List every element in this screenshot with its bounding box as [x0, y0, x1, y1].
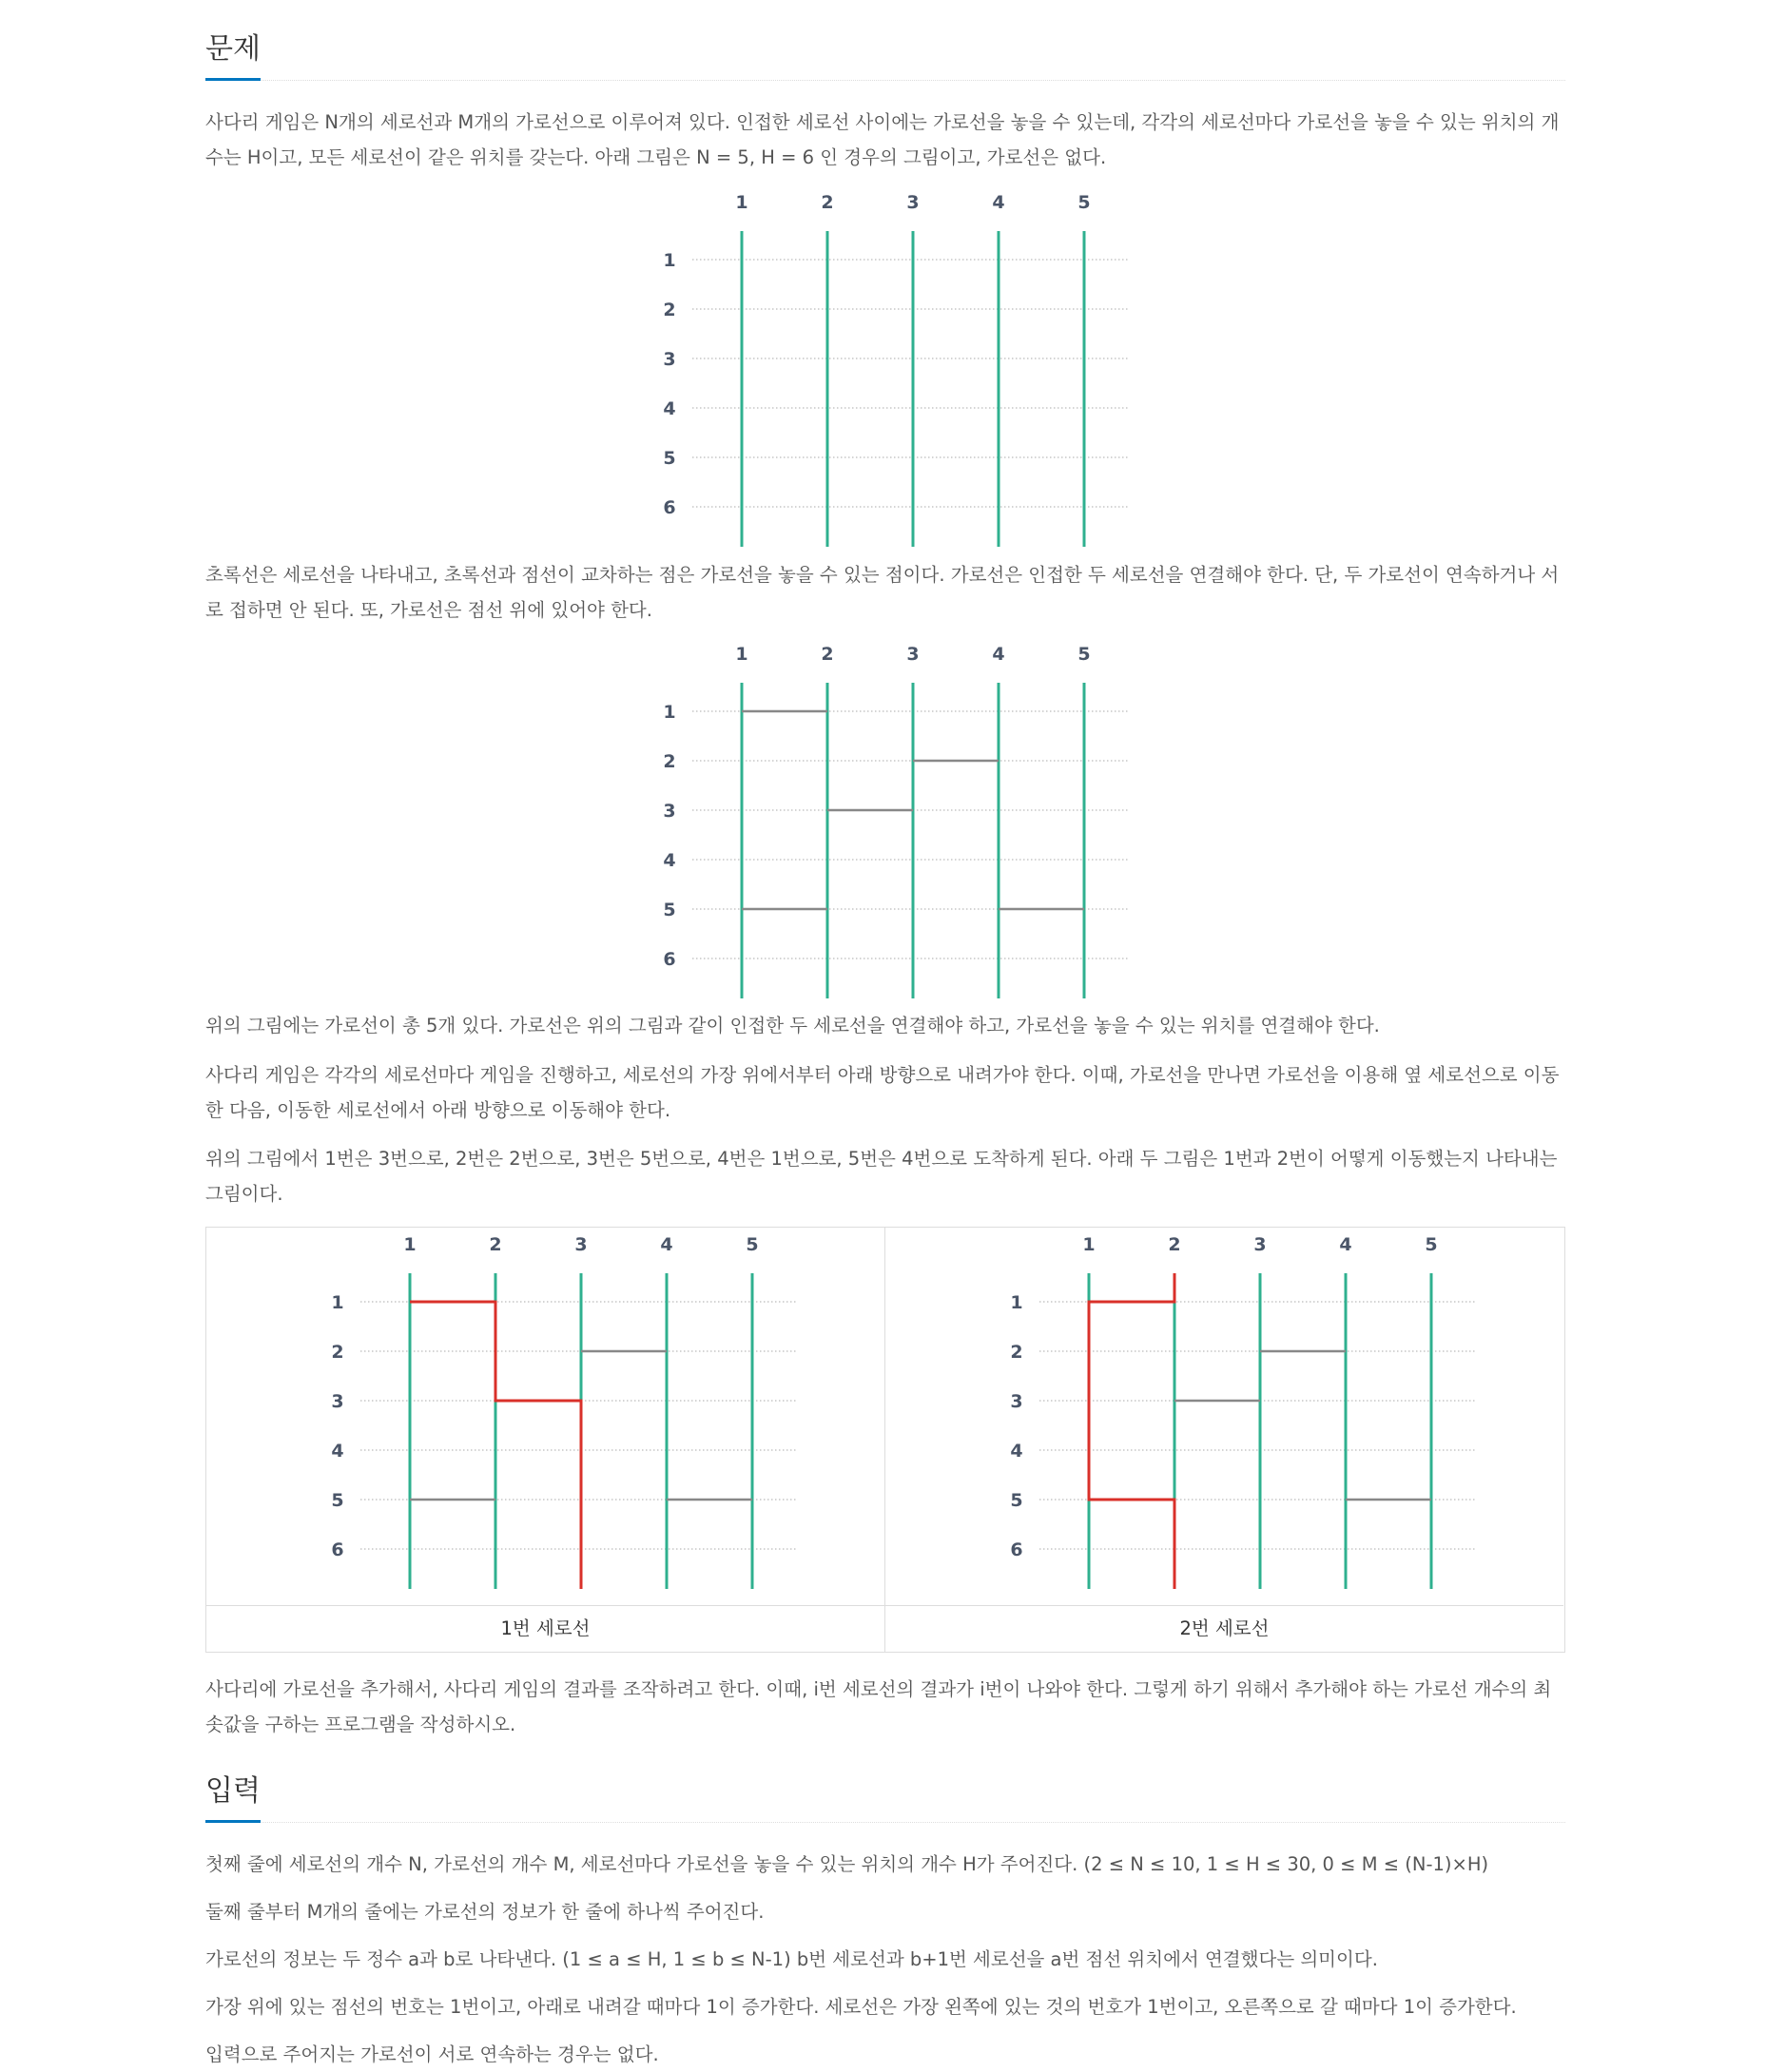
ladder-svg: [1009, 1228, 1475, 1613]
row-label-1: 1: [1010, 1292, 1023, 1313]
problem-paragraph-3: 위의 그림에는 가로선이 총 5개 있다. 가로선은 위의 그림과 같이 인접한 두 세로선을 연결해야 하고, 가로선을 놓을 수 있는 위치를 연결해야 한다.: [205, 1015, 1380, 1036]
trace-caption-1: 1번 세로선: [206, 1605, 884, 1652]
row-label-5: 5: [663, 900, 676, 920]
problem-paragraph-4: 사다리 게임은 각각의 세로선마다 게임을 진행하고, 세로선의 가장 위에서부터 아래 방향으로 내려가야 한다. 이때, 가로선을 만나면 가로선을 이용해 옆 세로선으로 이동한 다음, 이동한 세로선에서 아래 방향으로 이동해야 한다.: [205, 1064, 1560, 1121]
column-label-5: 5: [1077, 192, 1091, 213]
column-label-4: 4: [992, 192, 1005, 213]
column-label-4: 4: [1339, 1234, 1352, 1255]
row-label-3: 3: [1010, 1391, 1023, 1412]
column-label-2: 2: [821, 644, 834, 665]
problem-paragraph-1: 사다리 게임은 N개의 세로선과 M개의 가로선으로 이루어져 있다. 인접한 세로선 사이에는 가로선을 놓을 수 있는데, 각각의 세로선마다 가로선을 놓을 수 있는 위치의 개수는 H이고, 모든 세로선이 같은 위치를 갖는다. 아래 그림은 N = 5, H = 6 인 경우의 그림이고, 가로선은 없다.: [205, 111, 1560, 168]
row-label-2: 2: [663, 300, 676, 320]
input-paragraph-5: 입력으로 주어지는 가로선이 서로 연속하는 경우는 없다.: [205, 2043, 659, 2065]
problem-paragraph-5: 위의 그림에서 1번은 3번으로, 2번은 2번으로, 3번은 5번으로, 4번은 1번으로, 5번은 4번으로 도착하게 된다. 아래 두 그림은 1번과 2번이 어떻게 이동했는지 나타내는 그림이다.: [205, 1148, 1558, 1205]
row-label-3: 3: [331, 1391, 344, 1412]
column-label-2: 2: [1168, 1234, 1181, 1255]
trace-cell-1: [206, 1228, 885, 1652]
problem-section-header: [205, 29, 1565, 81]
column-label-1: 1: [735, 644, 748, 665]
row-label-1: 1: [663, 250, 676, 271]
problem-paragraph-6: 사다리에 가로선을 추가해서, 사다리 게임의 결과를 조작하려고 한다. 이때, i번 세로선의 결과가 i번이 나와야 한다. 그렇게 하기 위해서 추가해야 하는 가로선 개수의 최솟값을 구하는 프로그램을 작성하시오.: [205, 1678, 1552, 1735]
column-label-3: 3: [1253, 1234, 1267, 1255]
ladder-figure-trace-1: [330, 1228, 796, 1617]
row-label-4: 4: [1010, 1441, 1023, 1462]
row-label-3: 3: [663, 801, 676, 822]
row-label-4: 4: [663, 398, 676, 419]
column-label-5: 5: [746, 1234, 759, 1255]
column-label-3: 3: [906, 192, 920, 213]
ladder-figure-trace-2: [1009, 1228, 1475, 1617]
column-label-1: 1: [735, 192, 748, 213]
trace-cell-2: [885, 1228, 1563, 1652]
row-label-6: 6: [663, 949, 676, 970]
trace-figure-table: [205, 1227, 1565, 1653]
column-label-5: 5: [1077, 644, 1091, 665]
row-label-5: 5: [331, 1490, 344, 1511]
column-label-4: 4: [660, 1234, 673, 1255]
column-label-2: 2: [489, 1234, 502, 1255]
input-paragraph-2: 둘째 줄부터 M개의 줄에는 가로선의 정보가 한 줄에 하나씩 주어진다.: [205, 1901, 765, 1923]
ladder-svg: [330, 1228, 796, 1613]
problem-heading: 문제: [205, 29, 261, 81]
ladder-svg: [662, 637, 1128, 1022]
column-label-1: 1: [403, 1234, 417, 1255]
input-paragraph-3: 가로선의 정보는 두 정수 a과 b로 나타낸다. (1 ≤ a ≤ H, 1 ≤ b ≤ N-1) b번 세로선과 b+1번 세로선을 a번 점선 위치에서 연결했다는 의미이다.: [205, 1948, 1378, 1970]
column-label-3: 3: [906, 644, 920, 665]
trace-caption-2: 2번 세로선: [885, 1605, 1563, 1652]
column-label-4: 4: [992, 644, 1005, 665]
row-label-5: 5: [663, 448, 676, 469]
row-label-6: 6: [1010, 1539, 1023, 1560]
row-label-6: 6: [663, 497, 676, 518]
traced-path: [1089, 1273, 1174, 1589]
row-label-2: 2: [1010, 1342, 1023, 1363]
row-label-1: 1: [331, 1292, 344, 1313]
row-label-2: 2: [331, 1342, 344, 1363]
input-heading: 입력: [205, 1771, 261, 1823]
ladder-figure-example: [662, 637, 1128, 1026]
column-label-1: 1: [1082, 1234, 1096, 1255]
row-label-2: 2: [663, 751, 676, 772]
row-label-4: 4: [331, 1441, 344, 1462]
column-label-5: 5: [1425, 1234, 1438, 1255]
column-label-2: 2: [821, 192, 834, 213]
input-paragraph-1: 첫째 줄에 세로선의 개수 N, 가로선의 개수 M, 세로선마다 가로선을 놓을 수 있는 위치의 개수 H가 주어진다. (2 ≤ N ≤ 10, 1 ≤ H ≤ 30, 0 ≤ M ≤ (N-1)×H): [205, 1853, 1489, 1875]
row-label-3: 3: [663, 349, 676, 370]
ladder-figure-empty: [662, 185, 1128, 574]
row-label-4: 4: [663, 850, 676, 871]
input-section-header: [205, 1771, 1565, 1823]
row-label-6: 6: [331, 1539, 344, 1560]
row-label-5: 5: [1010, 1490, 1023, 1511]
problem-paragraph-2: 초록선은 세로선을 나타내고, 초록선과 점선이 교차하는 점은 가로선을 놓을 수 있는 점이다. 가로선은 인접한 두 세로선을 연결해야 한다. 단, 두 가로선이 연속하거나 서로 접하면 안 된다. 또, 가로선은 점선 위에 있어야 한다.: [205, 564, 1560, 621]
row-label-1: 1: [663, 702, 676, 723]
column-label-3: 3: [574, 1234, 588, 1255]
ladder-svg: [662, 185, 1128, 571]
input-paragraph-4: 가장 위에 있는 점선의 번호는 1번이고, 아래로 내려갈 때마다 1이 증가한다. 세로선은 가장 왼쪽에 있는 것의 번호가 1번이고, 오른쪽으로 갈 때마다 1이 증가한다.: [205, 1996, 1517, 2018]
